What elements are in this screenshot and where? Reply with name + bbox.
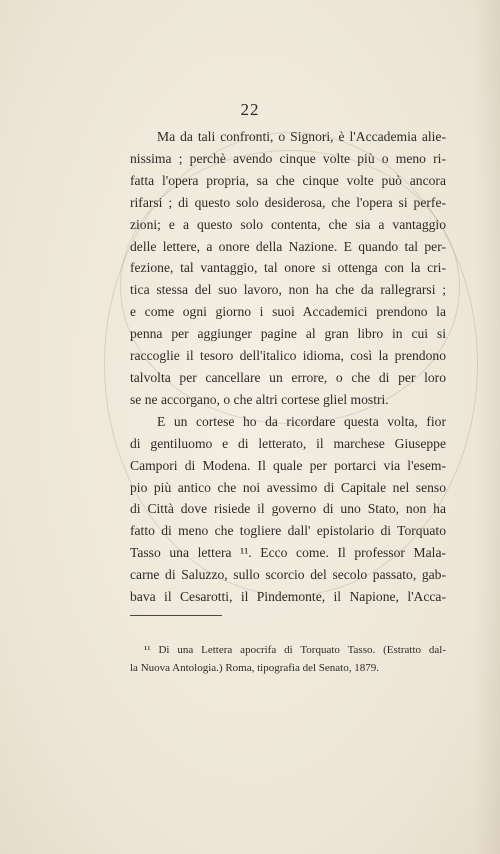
body-line: fatto di meno che togliere dall' epistolario di Torquato	[130, 523, 446, 539]
body-line: delle lettere, a onore della Nazione. E quando tal per-	[130, 238, 446, 254]
footnote-line: ¹¹ Di una Lettera apocrifa di Torquato Tasso. (Estratto dal-	[144, 644, 446, 656]
body-line: bava il Cesarotti, il Pindemonte, il Napione, l'Acca-	[130, 589, 446, 605]
footnote-line: la Nuova Antologia.) Roma, tipografia del Senato, 1879.	[130, 662, 379, 674]
body-line: pio più antico che noi avessimo di Capitale nel senso	[130, 479, 446, 495]
body-line: Campori di Modena. Il quale per portarci via l'esem-	[130, 457, 446, 473]
body-line: talvolta per cancellare un errore, o che di per loro	[130, 369, 446, 385]
body-line: nissima ; perchè avendo cinque volte più o meno ri-	[130, 150, 446, 166]
body-line: se ne accorgano, o che altri cortese gliel mostri.	[130, 391, 389, 407]
body-line: Tasso una lettera ¹¹. Ecco come. Il professor Mala-	[130, 545, 446, 561]
body-line: penna per aggiunger pagine al gran libro in cui si	[130, 326, 446, 342]
body-line: zioni; e a questo solo contenta, che sia a vantaggio	[130, 216, 446, 232]
page-edge-shadow	[474, 0, 500, 854]
footnote	[130, 641, 446, 677]
body-line: raccoglie il tesoro dell'italico idioma, così la prendono	[130, 348, 446, 364]
page-number: 22	[240, 100, 260, 119]
body-text	[130, 126, 446, 608]
body-line: fezione, tal vantaggio, tal onore si ottenga con la cri-	[130, 260, 446, 276]
body-line: tica stessa del suo lavoro, non ha che da rallegrarsi ;	[130, 282, 446, 298]
body-line: carne di Saluzzo, sullo scorcio del secolo passato, gab-	[130, 567, 446, 583]
body-line: fatta l'opera propria, sa che cinque volte può ancora	[130, 172, 446, 188]
footnote-divider	[130, 615, 222, 616]
body-line: e come ogni giorno i suoi Accademici prendono la	[130, 304, 446, 320]
body-line: E un cortese ho da ricordare questa volta, fior	[157, 413, 446, 429]
body-line: Ma da tali confronti, o Signori, è l'Accademia alie-	[157, 129, 446, 144]
body-line: di Città dove risiede il governo di uno Stato, non ha	[130, 501, 446, 517]
body-line: di gentiluomo e di letterato, il marchese Giuseppe	[130, 435, 446, 451]
body-line: rifarsi ; di questo solo desiderosa, che l'opera si perfe-	[130, 194, 446, 210]
